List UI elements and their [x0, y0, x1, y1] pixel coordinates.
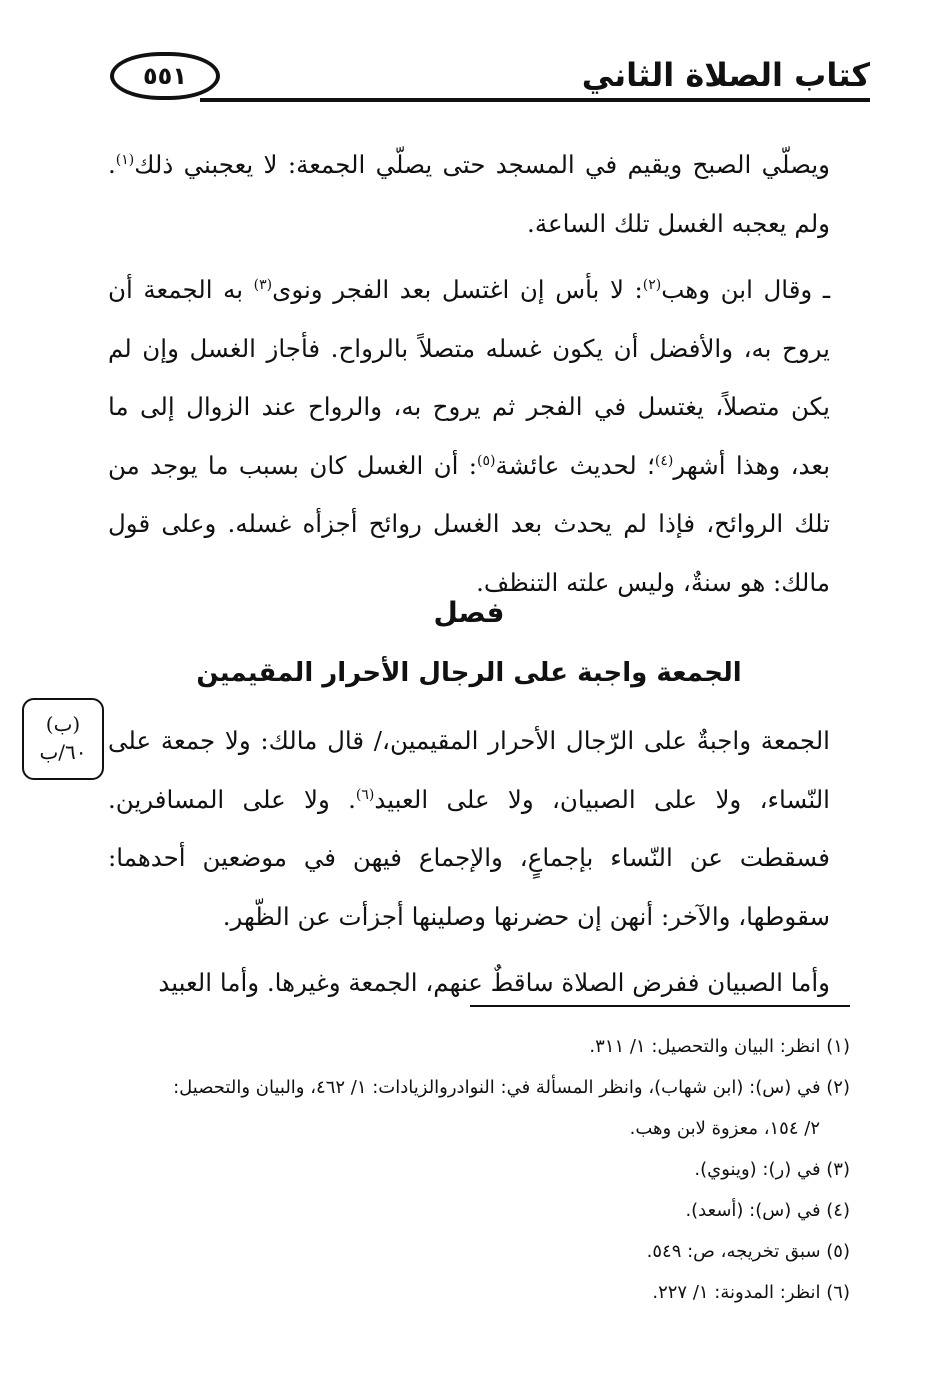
body-text-top: [108, 136, 830, 612]
folio-note-line: (ب): [45, 712, 81, 736]
footnote-ref: (٤): [654, 452, 674, 469]
section-heading: الجمعة واجبة على الرجال الأحرار المقيمين: [196, 658, 742, 688]
header-rule: [200, 98, 870, 102]
running-header: [110, 52, 870, 112]
paragraph-4: وأما الصبيان ففرض الصلاة ساقطٌ عنهم، الجمعة وغيرها. وأما العبيد: [158, 968, 830, 997]
paragraph-1: ويصلّي الصبح ويقيم في المسجد حتى يصلّي الجمعة: لا يعجبني ذلك$^{(١)}$. ولم يعجبه الغسل تلك الساعة.: [108, 150, 830, 238]
header-title: كتاب الصلاة الثاني: [581, 56, 870, 94]
footnote: (٤) في (س): (أسعد).: [685, 1200, 850, 1221]
footnote: (٢) في (س): (ابن شهاب)، وانظر المسألة في: النوادروالزيادات: ١/ ٤٦٢، والبيان والتحصيل:: [173, 1077, 850, 1098]
footnote-ref: (٥): [477, 452, 496, 469]
footnote-separator: [470, 1005, 850, 1007]
section-label: فصل: [433, 596, 505, 629]
footnote-continuation: ٢/ ١٥٤، معزوة لابن وهب.: [629, 1118, 820, 1139]
body-text-bottom: [108, 712, 830, 1013]
footnote: (٥) سبق تخريجه، ص: ٥٤٩.: [646, 1241, 850, 1262]
footnote: (١) انظر: البيان والتحصيل: ١/ ٣١١.: [589, 1036, 850, 1057]
footnote: (٦) انظر: المدونة: ١/ ٢٢٧.: [652, 1282, 850, 1303]
manuscript-folio-note: [22, 698, 104, 780]
paragraph-2: ـ وقال ابن وهب$^{(٢)}$: لا بأس إن اغتسل بعد الفجر ونوى$^{(٣)}$ به الجمعة أن يروح به، والأفضل أن يكون غسله متصلاً بالرواح. فأجاز الغسل وإن لم يكن متصلاً، يغتسل في الفجر ثم يروح به، والرواح عند الزوال إلى ما بعد، وهذا أشهر$^{(٤)}$؛ لحديث عائشة$^{(٥)}$: أن الغسل كان بسبب ما يوجد من تلك الروائح، فإذا لم يحدث بعد الغسل روائح أجزأه غسله. وعلى قول مالك: هو سنةٌ، وليس علته التنظف.: [108, 275, 831, 597]
footnote-ref: (٦): [355, 786, 375, 803]
folio-note-line: ٦٠/ب: [39, 740, 87, 764]
footnotes: [108, 1026, 850, 1313]
footnote: (٣) في (ر): (وينوي).: [694, 1159, 850, 1180]
footnote-ref: (٢): [642, 277, 662, 293]
footnote-ref: (٣): [253, 277, 273, 293]
page-number: ٥٥١: [110, 52, 220, 100]
paragraph-3: الجمعة واجبةٌ على الرّجال الأحرار المقيمين،/ قال مالك: ولا جمعة على النّساء، ولا على الصبيان، ولا على العبيد$^{(٦)}$. ولا على المسافرين. فسقطت عن النّساء بإجماعٍ، والإجماع فيهن في موضعين أحدهما: سقوطها، والآخر: أنهن إن حضرنها وصلينها أجزأت عن الظّهر.: [108, 726, 830, 931]
footnote-ref: (١): [115, 152, 135, 168]
